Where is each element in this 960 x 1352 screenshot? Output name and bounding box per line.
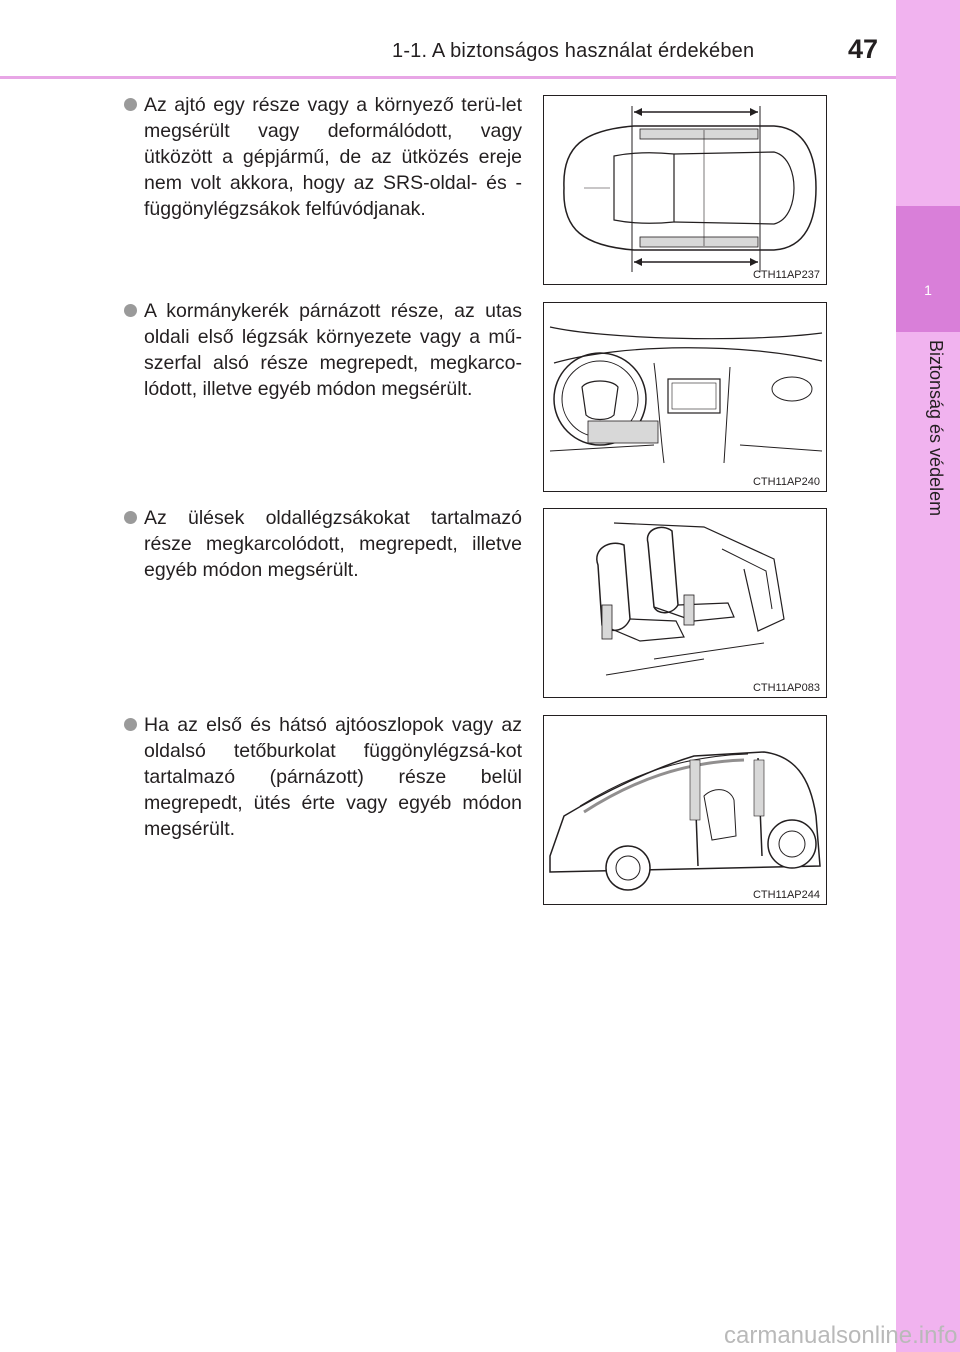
figure-dashboard <box>543 302 827 492</box>
seats-icon <box>544 509 826 697</box>
list-item-text: Az ülések oldallégzsákokat tartalmazó része megkarcolódott, megrepedt, illetve egyéb módon megsérült. <box>144 507 522 581</box>
bullet-icon <box>124 98 137 111</box>
bullet-icon <box>124 304 137 317</box>
bullet-icon <box>124 511 137 524</box>
list-item <box>126 298 522 402</box>
figure-label: CTH11AP244 <box>752 889 820 901</box>
figure-label: CTH11AP083 <box>752 682 820 694</box>
car-top-view-icon <box>544 96 826 284</box>
section-title: 1-1. A biztonságos használat érdekében <box>392 40 755 62</box>
list-item <box>126 712 522 842</box>
header-rule <box>0 76 896 79</box>
side-tab <box>896 0 960 1352</box>
chapter-label: Biztonság és védelem <box>926 340 946 517</box>
figure-label: CTH11AP237 <box>752 269 820 281</box>
list-item <box>126 505 522 583</box>
figure-car-side-interior <box>543 715 827 905</box>
watermark: carmanualsonline.info <box>724 1322 958 1349</box>
figure-label: CTH11AP240 <box>752 476 820 488</box>
car-side-interior-icon <box>544 716 826 904</box>
bullet-icon <box>124 718 137 731</box>
chapter-number-tab: 1 <box>896 206 960 332</box>
figure-seats <box>543 508 827 698</box>
list-item <box>126 92 522 222</box>
list-item-text: Ha az első és hátsó ajtóoszlopok vagy az oldalsó tetőburkolat függönylégzsá-kot tartalmazó (párnázott) része belül megrepedt, ütés érte vagy egyéb módon megsérült. <box>144 714 522 840</box>
page-number: 47 <box>848 34 879 64</box>
dashboard-icon <box>544 303 826 491</box>
list-item-text: Az ajtó egy része vagy a környező terü-let megsérült vagy deformálódott, vagy ütközött a gépjármű, de az ütközés ereje nem volt akkora, hogy az SRS-oldal- és -függönylégzsákok felfúvódjanak. <box>144 94 522 220</box>
figure-car-top-view <box>543 95 827 285</box>
list-item-text: A kormánykerék párnázott része, az utas oldali első légzsák környezete vagy a mű-szerfal alsó része megrepedt, megkarco-lódott, illetve egyéb módon megsérült. <box>144 300 522 400</box>
